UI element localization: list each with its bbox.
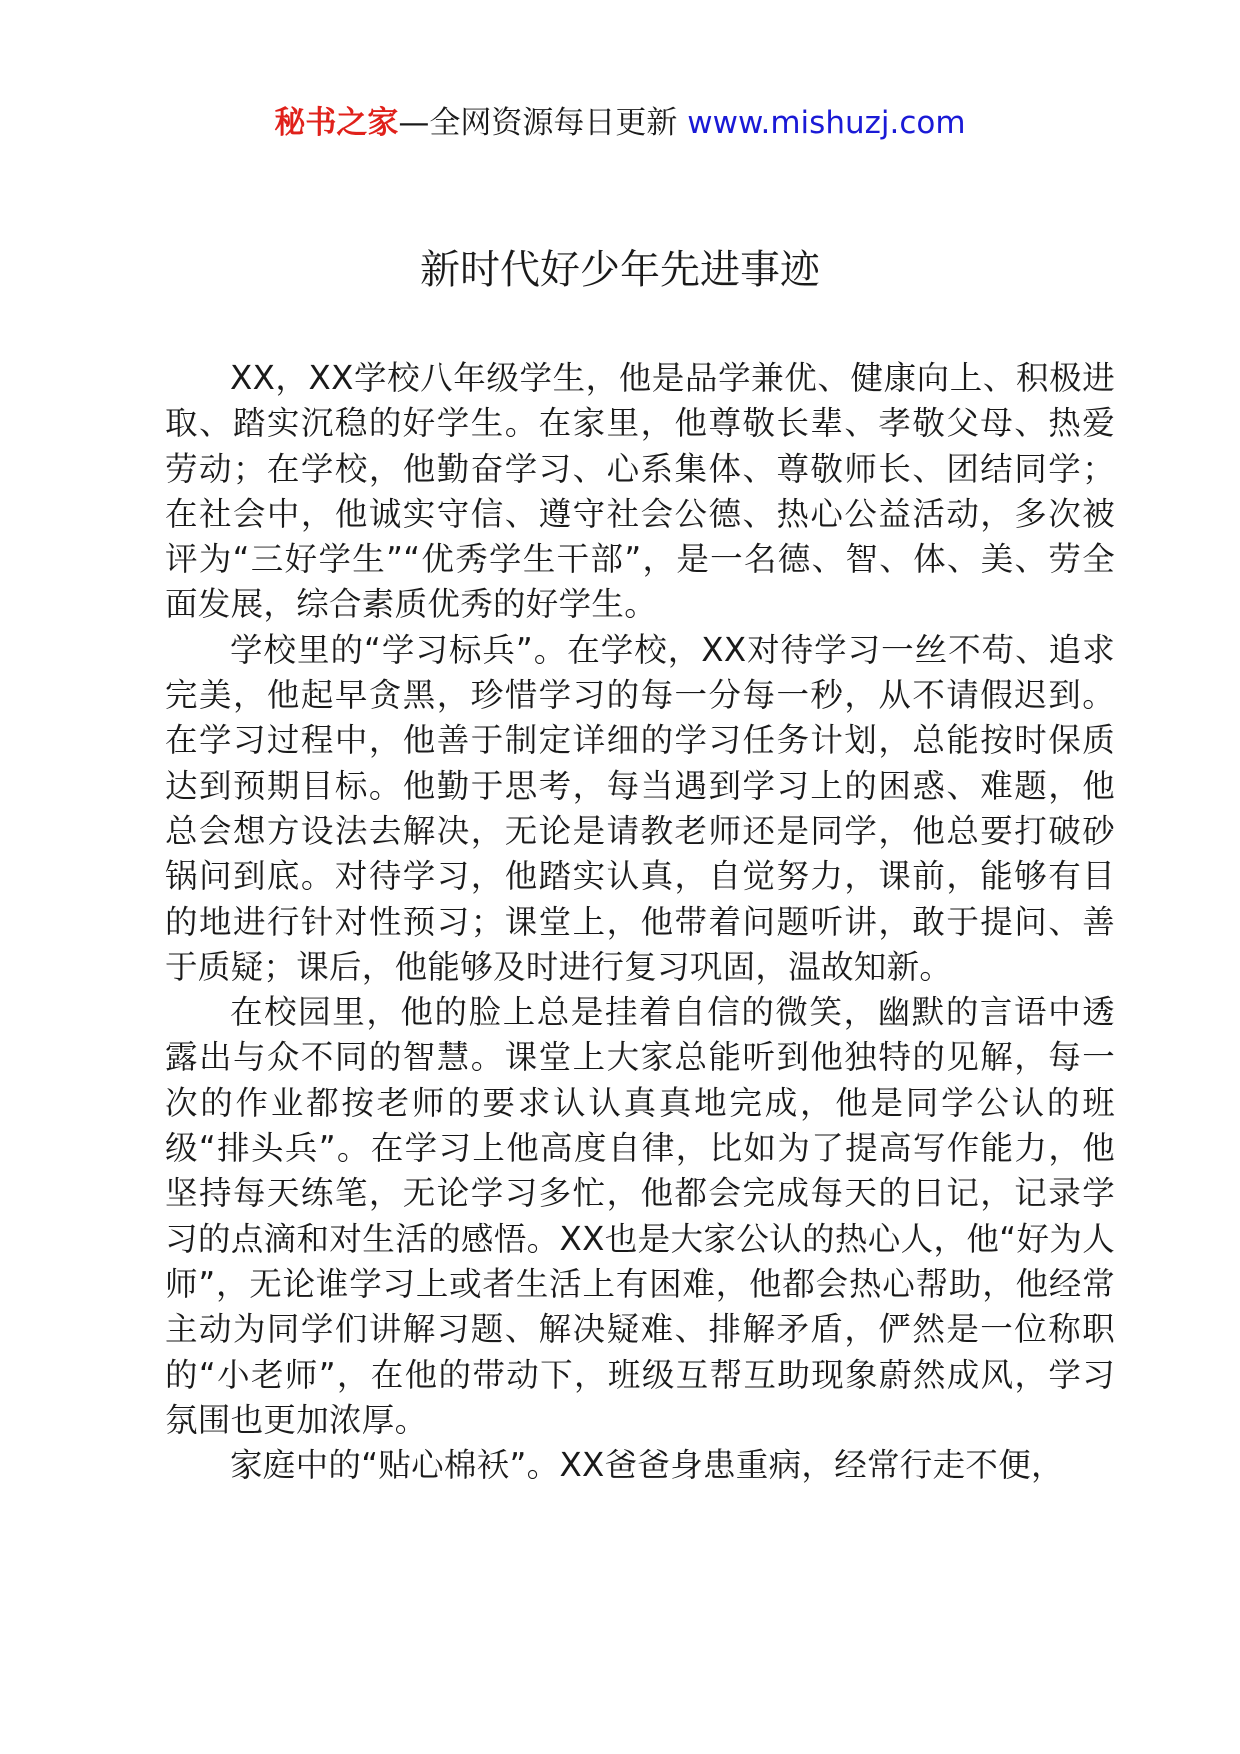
site-header (0, 98, 1240, 148)
site-slogan: —全网资源每日更新 (398, 105, 688, 141)
paragraph-family: 家庭中的“贴心棉袄”。XX爸爸身患重病，经常行走不便， (230, 1446, 1064, 1485)
document-title: 新时代好少年先进事迹 (420, 247, 820, 293)
site-url-link[interactable]: www.mishuzj.com (687, 105, 966, 141)
paragraph-study-model: 学校里的“学习标兵”。在学校，XX对待学习一丝不苟、追求完美，他起早贪黑，珍惜学习的每一分每一秒，从不请假迟到。在学习过程中，他善于制定详细的学习任务计划，总能按时保质达到预期目标。他勤于思考，每当遇到学习上的困惑、难题，他总会想方设法去解决，无论是请教老师还是同学，他总要打破砂锅问到底。对待学习，他踏实认真，自觉努力，课前，能够有目的地进行针对性预习；课堂上，他带着问题听讲，敢于提问、善于质疑；课后，他能够及时进行复习巩固，温故知新。 (165, 630, 1115, 986)
paragraph-intro: XX，XX学校八年级学生，他是品学兼优、健康向上、积极进取、踏实沉稳的好学生。在家里，他尊敬长辈、孝敬父母、热爱劳动；在学校，他勤奋学习、心系集体、尊敬师长、团结同学；在社会中，他诚实守信、遵守社会公德、热心公益活动，多次被评为“三好学生”“优秀学生干部”，是一名德、智、体、美、劳全面发展，综合素质优秀的好学生。 (165, 359, 1115, 624)
document-body (165, 356, 1115, 1488)
site-brand: 秘书之家 (274, 105, 399, 141)
paragraph-campus: 在校园里，他的脸上总是挂着自信的微笑，幽默的言语中透露出与众不同的智慧。课堂上大家总能听到他独特的见解，每一次的作业都按老师的要求认认真真地完成，他是同学公认的班级“排头兵”。在学习上他高度自律，比如为了提高写作能力，他坚持每天练笔，无论学习多忙，他都会完成每天的日记，记录学习的点滴和对生活的感悟。XX也是大家公认的热心人，他“好为人师”，无论谁学习上或者生活上有困难，他都会热心帮助，他经常主动为同学们讲解习题、解决疑难、排解矛盾，俨然是一位称职的“小老师”，在他的带动下，班级互帮互助现象蔚然成风，学习氛围也更加浓厚。 (165, 993, 1115, 1439)
